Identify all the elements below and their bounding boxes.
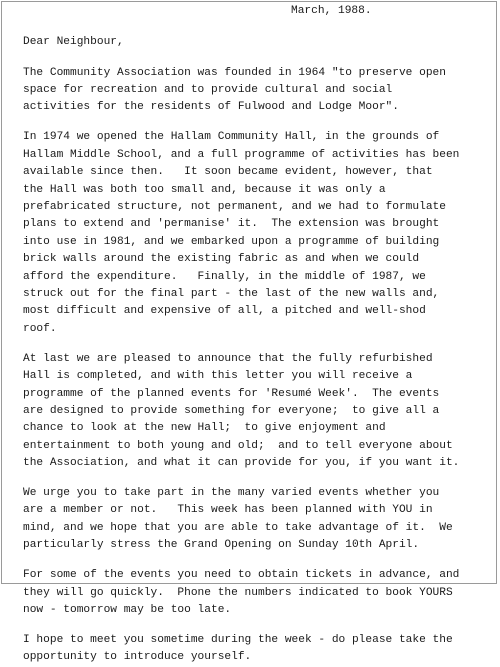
- paragraph-line: roof.: [23, 322, 57, 335]
- paragraph-line: space for recreation and to provide cultural and social: [23, 84, 393, 96]
- paragraph-line: particularly stress the Grand Opening on Sunday 10th April.: [23, 539, 420, 552]
- paragraph-line: most difficult and expensive of all, a pitched and well-shod: [23, 305, 426, 318]
- paragraph-line: chance to look at the new Hall; to give enjoyment and: [23, 422, 386, 435]
- paragraph-line: I hope to meet you sometime during the week - do please take the: [23, 633, 453, 646]
- paragraph-line: struck out for the final part - the last of the new walls and,: [23, 288, 440, 300]
- paragraph-line: activities for the residents of Fulwood and Lodge Moor".: [23, 101, 399, 114]
- paragraph-line: Hallam Middle School, and a full programme of activities has been: [23, 148, 460, 161]
- paragraph-line: prefabricated structure, not permanent, and we had to formulate: [23, 201, 446, 213]
- paragraph-line: Hall is completed, and with this letter you will receive a: [23, 370, 413, 383]
- paragraph-line: mind, and we hope that you are able to take advantage of it. We: [23, 521, 453, 534]
- paragraph-line: now - tomorrow may be too late.: [23, 604, 232, 616]
- paragraph-line: the Association, and what it can provide for you, if you want it.: [23, 457, 460, 470]
- paragraph-line: opportunity to introduce yourself.: [23, 651, 252, 664]
- paragraph-line: are designed to provide something for everyone; to give all a: [23, 404, 440, 417]
- paragraph-line: are a member or not. This week has been planned with YOU in: [23, 504, 433, 517]
- paragraph-line: The Community Association was founded in 1964 "to preserve open: [23, 66, 446, 79]
- paragraph-line: the Hall was both too small and, because it was only a: [23, 183, 386, 196]
- paragraph-line: At last we are pleased to announce that the fully refurbished: [23, 352, 433, 365]
- paragraph-line: available since then. It soon became evident, however, that: [23, 166, 433, 179]
- paragraph-line: afford the expenditure. Finally, in the middle of 1987, we: [23, 270, 426, 283]
- paragraph-line: In 1974 we opened the Hallam Community Hall, in the grounds of: [23, 131, 440, 144]
- paragraph-line: plans to extend and 'permanise' it. The extension was brought: [23, 218, 440, 231]
- letter-page: [1, 1, 497, 664]
- letter-date: March, 1988.: [291, 5, 372, 17]
- greeting: Dear Neighbour,: [23, 36, 124, 49]
- paragraph-line: brick walls around the existing fabric as and when we could: [23, 253, 420, 266]
- paragraph-line: We urge you to take part in the many varied events whether you: [23, 487, 440, 499]
- paragraph-line: they will go quickly. Phone the numbers indicated to book YOURS: [23, 586, 453, 599]
- paragraph-line: into use in 1981, and we embarked upon a programme of building: [23, 235, 440, 248]
- paragraph-line: programme of the planned events for 'Resumé Week'. The events: [23, 387, 440, 400]
- paragraph-line: entertainment to both young and old; and to tell everyone about: [23, 439, 453, 452]
- paragraph-line: For some of the events you need to obtain tickets in advance, and: [23, 569, 460, 582]
